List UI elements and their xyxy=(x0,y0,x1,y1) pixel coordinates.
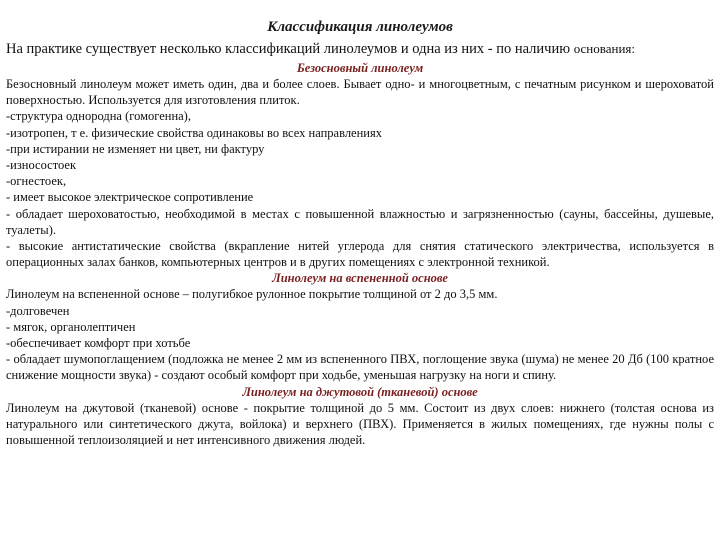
section-paragraph: Безосновный линолеум может иметь один, два и более слоев. Бывает одно- и многоцветным, с печатным рисунком и шероховатой поверхностью. Используется для изготовления плиток. xyxy=(6,77,714,108)
section-foam-base xyxy=(6,270,714,383)
section-jute-base xyxy=(6,384,714,449)
list-paragraph: - обладает шероховатостью, необходимой в местах с повышенной влажностью и загрязненностью (сауны, бассейны, душевые, туалеты). xyxy=(6,206,714,237)
list-item: -структура однородна (гомогенна), xyxy=(6,109,191,124)
intro-text xyxy=(6,40,714,58)
section-heading: Безосновный линолеум xyxy=(296,61,424,75)
intro-main: На практике существует несколько классификаций линолеумов и одна из них - по наличию xyxy=(6,41,571,57)
section-baseless xyxy=(6,60,714,270)
list-item: -изотропен, т е. физические свойства одинаковы во всех направлениях xyxy=(6,125,382,140)
section-paragraph: Линолеум на вспененной основе – полугибкое рулонное покрытие толщиной от 2 до 3,5 мм. xyxy=(6,287,498,302)
list-item: -долговечен xyxy=(6,303,70,318)
section-heading: Линолеум на джутовой (тканевой) основе xyxy=(242,384,478,399)
list-item: - имеет высокое электрическое сопротивление xyxy=(6,190,254,205)
list-item: -износостоек xyxy=(6,158,77,173)
section-paragraph: Линолеум на джутовой (тканевой) основе - покрытие толщиной до 5 мм. Состоит из двух слоев: нижнего (толстая основа из натурального или синтетического джута, войлока) и верхнего (ПВХ). Применяется в жилых помещениях, где нужны полы с повышенной теплоизоляцией и нет интенсивного движения людей. xyxy=(6,400,714,448)
page-title: Классификация линолеумов xyxy=(267,19,453,35)
list-paragraph: - высокие антистатические свойства (вкрапление нитей углерода для снятия статического электричества, используется в операционных залах банков, компьютерных центров и в других помещениях с электронной техникой. xyxy=(6,239,714,270)
list-paragraph: - обладает шумопоглащением (подложка не менее 2 мм из вспененного ПВХ, поглощение звука (шума) не менее 20 Дб (100 кратное снижение мощности звука) - создают особый комфорт при ходьбе, уменьшая нагрузку на ноги и спину. xyxy=(6,352,714,383)
list-item: -обеспечивает комфорт при хотьбе xyxy=(6,336,191,351)
list-item: - мягок, органолептичен xyxy=(6,319,136,334)
section-heading: Линолеум на вспененной основе xyxy=(272,271,448,286)
list-item: -огнестоек, xyxy=(6,174,67,189)
list-item: -при истирании не изменяет ни цвет, ни фактуру xyxy=(6,141,265,156)
intro-tail: основания: xyxy=(573,41,635,56)
